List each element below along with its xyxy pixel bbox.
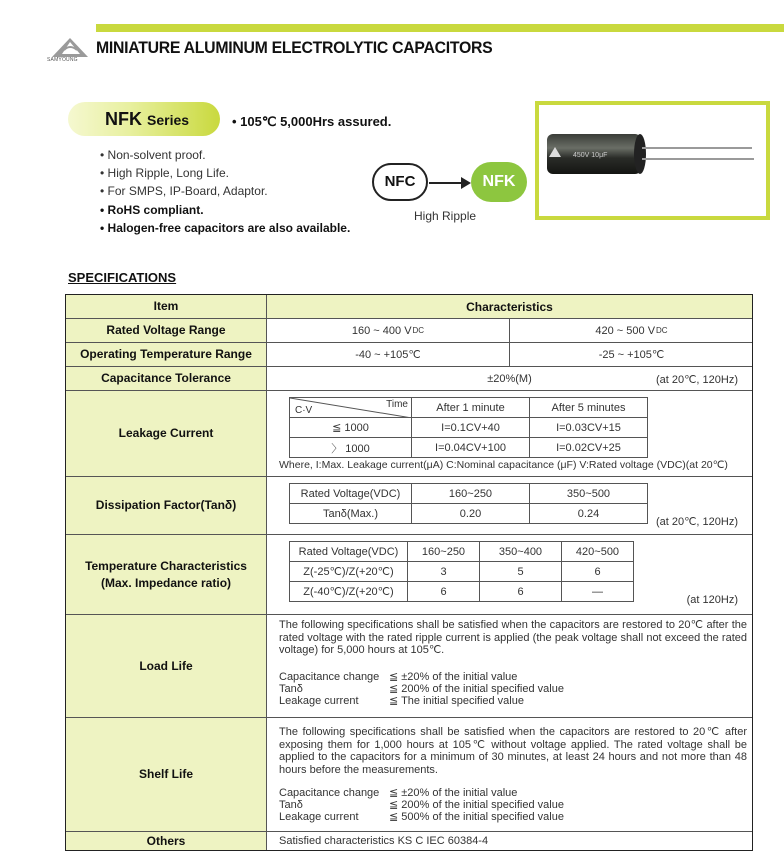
feature-item: • Halogen-free capacitors are also available.: [100, 221, 351, 235]
rated-voltage-high-text: 420 ~ 500 V: [595, 324, 656, 337]
temp-ratio: 6: [480, 582, 562, 602]
temp-ratio: 5: [480, 562, 562, 582]
op-temp-high: -25 ~ +105℃: [598, 349, 665, 361]
load-life-value: [266, 615, 752, 718]
column-header-item: Item: [66, 295, 266, 319]
rated-voltage-unit: DC: [412, 326, 425, 335]
series-name: [105, 109, 189, 130]
dissipation-note: (at 20℃, 120Hz): [655, 516, 738, 528]
leakage-cv: ≦ 1000: [290, 418, 412, 438]
temp-table: [289, 541, 634, 602]
logo-text: SAMYOUNG: [47, 57, 78, 63]
criteria-key: Leakage current: [279, 811, 359, 823]
dissipation-tan: 0.20: [412, 504, 530, 524]
criteria-key: Tanδ: [279, 799, 303, 811]
column-header-characteristics: Characteristics: [266, 295, 752, 319]
capacitor-marking: 450V 10μF: [573, 152, 608, 159]
criteria-value: ≦ ±20% of the initial value: [389, 671, 518, 683]
temp-ratio: —: [562, 582, 634, 602]
product-photo: [535, 101, 770, 220]
temp-ratio: 3: [408, 562, 480, 582]
temp-ratio-label: Z(-40℃)/Z(+20℃): [290, 582, 408, 602]
arrow-right-icon: [429, 182, 465, 184]
shelf-life-label: Shelf Life: [66, 718, 266, 832]
flow-caption: High Ripple: [414, 209, 477, 223]
feature-item: • RoHS compliant.: [100, 203, 204, 217]
leakage-cv: 〉 1000: [290, 438, 412, 458]
load-life-text: The following specifications shall be satisfied when the capacitors are restored to 20℃ after the rated voltage with the rated ripple current is applied (the peak voltage shall not exceed the rated voltage) for 5,000 hours at 105℃.: [279, 619, 747, 656]
rated-voltage-label: Rated Voltage Range: [66, 319, 266, 343]
temp-note: (at 120Hz): [686, 594, 738, 606]
temp-hdr: Rated Voltage(VDC): [290, 542, 408, 562]
leakage-diag-cell: [290, 398, 412, 418]
samyoung-logo-icon: [50, 37, 90, 59]
criteria-value: ≦ 200% of the initial specified value: [389, 683, 564, 695]
leakage-table: [289, 397, 648, 458]
criteria-key: Capacitance change: [279, 671, 380, 683]
dissipation-value: [266, 477, 752, 535]
dissipation-hdr: Rated Voltage(VDC): [290, 484, 412, 504]
criteria-value: ≦ 200% of the initial specified value: [389, 799, 564, 811]
rated-voltage-low-text: 160 ~ 400 V: [351, 324, 412, 337]
leakage-label: Leakage Current: [66, 391, 266, 477]
cap-tol-value: [266, 367, 752, 391]
op-temp-value: [266, 343, 752, 367]
temp-label-line2: (Max. Impedance ratio): [100, 575, 232, 590]
cap-tol-note: (at 20℃, 120Hz): [655, 374, 738, 386]
cap-tol-text: ±20%(M): [487, 372, 532, 385]
temp-ratio: 6: [562, 562, 634, 582]
criteria-value: ≦ The initial specified value: [389, 695, 524, 707]
temp-col: 160~250: [408, 542, 480, 562]
criteria-key: Leakage current: [279, 695, 359, 707]
temp-ratio-label: Z(-25℃)/Z(+20℃): [290, 562, 408, 582]
leakage-5min: I=0.02CV+25: [530, 438, 648, 458]
feature-item: • Non-solvent proof.: [100, 148, 206, 162]
criteria-key: Capacitance change: [279, 787, 380, 799]
nfk-badge: NFK: [471, 162, 527, 202]
nfc-badge: NFC: [372, 163, 428, 201]
series-suffix: Series: [147, 112, 190, 128]
criteria-key: Tanδ: [279, 683, 303, 695]
load-life-label: Load Life: [66, 615, 266, 718]
leakage-where: Where, I:Max. Leakage current(μA) C:Nominal capacitance (μF) V:Rated voltage (VDC)(at 20℃): [279, 459, 728, 471]
series-tagline: • 105℃ 5,000Hrs assured.: [232, 114, 392, 129]
leakage-5min: I=0.03CV+15: [530, 418, 648, 438]
shelf-life-criteria: [279, 787, 564, 823]
feature-item: • High Ripple, Long Life.: [100, 166, 229, 180]
others-value: Satisfied characteristics KS C IEC 60384-4: [266, 832, 752, 850]
capacitor-photo-icon: [539, 105, 766, 216]
op-temp-label: Operating Temperature Range: [66, 343, 266, 367]
rated-voltage-low: [267, 319, 510, 342]
criteria-value: ≦ ±20% of the initial value: [389, 787, 518, 799]
rated-voltage-value: [266, 319, 752, 343]
arrow-head-icon: [461, 177, 471, 189]
temp-col: 350~400: [480, 542, 562, 562]
cap-tol-label: Capacitance Tolerance: [66, 367, 266, 391]
shelf-life-text: The following specifications shall be satisfied when the capacitors are restored to 20℃ after exposing them for 1,000 hours at 105℃ without voltage applied. The rated voltage shall be applied to the capacitors for a minimum of 30 minutes, at least 24 hours and not more than 48 hours before the measurements.: [279, 726, 747, 776]
dissipation-col: 350~500: [530, 484, 648, 504]
series-code: NFK: [105, 109, 142, 129]
temp-value: [266, 535, 752, 615]
temp-ratio: 6: [408, 582, 480, 602]
leakage-hdr-time: Time: [386, 399, 408, 410]
leakage-value: [266, 391, 752, 477]
document-title: MINIATURE ALUMINUM ELECTROLYTIC CAPACITORS: [96, 38, 493, 57]
specifications-heading: SPECIFICATIONS: [68, 270, 177, 285]
specifications-table: [65, 294, 753, 851]
temp-col: 420~500: [562, 542, 634, 562]
others-label: Others: [66, 832, 266, 850]
header-accent-bar: [96, 24, 784, 32]
dissipation-tan: 0.24: [530, 504, 648, 524]
load-life-criteria: [279, 671, 564, 707]
leakage-1min: I=0.04CV+100: [412, 438, 530, 458]
dissipation-table: [289, 483, 648, 524]
feature-item: • For SMPS, IP-Board, Adaptor.: [100, 184, 268, 198]
leakage-col-5min: After 5 minutes: [530, 398, 648, 418]
dissipation-col: 160~250: [412, 484, 530, 504]
dissipation-tan-label: Tanδ(Max.): [290, 504, 412, 524]
shelf-life-value: [266, 718, 752, 832]
temp-label-line1: Temperature Characteristics: [85, 558, 247, 573]
leakage-col-1min: After 1 minute: [412, 398, 530, 418]
op-temp-low: -40 ~ +105℃: [267, 343, 510, 366]
rated-voltage-high: [510, 319, 753, 342]
rated-voltage-unit: DC: [656, 326, 668, 335]
leakage-hdr-cv: C·V: [295, 405, 313, 416]
leakage-1min: I=0.1CV+40: [412, 418, 530, 438]
criteria-value: ≦ 500% of the initial specified value: [389, 811, 564, 823]
dissipation-label: Dissipation Factor(Tanδ): [66, 477, 266, 535]
temp-label: [66, 535, 266, 615]
